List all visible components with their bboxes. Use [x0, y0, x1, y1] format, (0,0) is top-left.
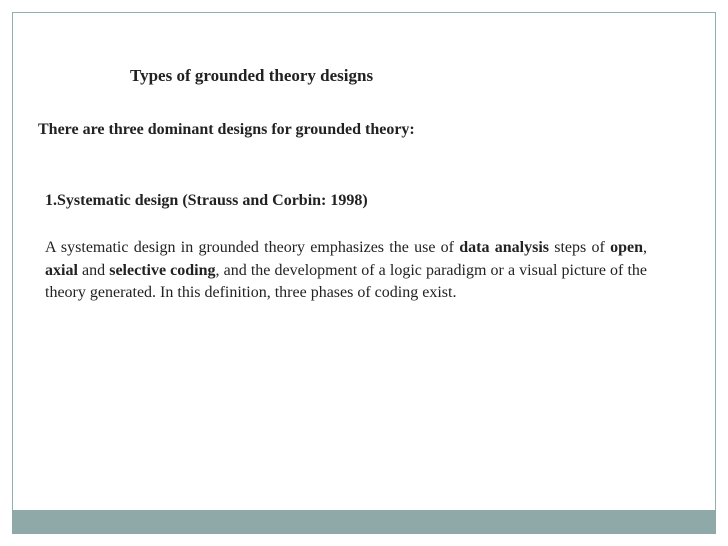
paragraph-text: A systematic design in grounded theory emphasizes the use of	[45, 239, 460, 256]
paragraph-text: , and the development of a logic paradigm or a visual picture of the theory generated. In this definition, three phases of coding exist.	[45, 261, 648, 301]
term-data-analysis: data analysis	[459, 239, 549, 256]
term-selective-coding: selective coding	[109, 261, 216, 279]
intro-sentence: There are three dominant designs for grounded theory:	[38, 121, 415, 138]
term-open: open	[610, 239, 644, 256]
body-paragraph	[45, 237, 647, 305]
footer-band	[12, 510, 716, 534]
section-heading: 1.Systematic design (Strauss and Corbin: 1998)	[45, 192, 368, 209]
paragraph-text: steps of	[549, 239, 611, 256]
slide-title: Types of grounded theory designs	[130, 66, 374, 85]
term-axial: axial	[45, 261, 78, 279]
paragraph-text: and	[77, 261, 110, 279]
paragraph-text: ,	[643, 239, 648, 256]
